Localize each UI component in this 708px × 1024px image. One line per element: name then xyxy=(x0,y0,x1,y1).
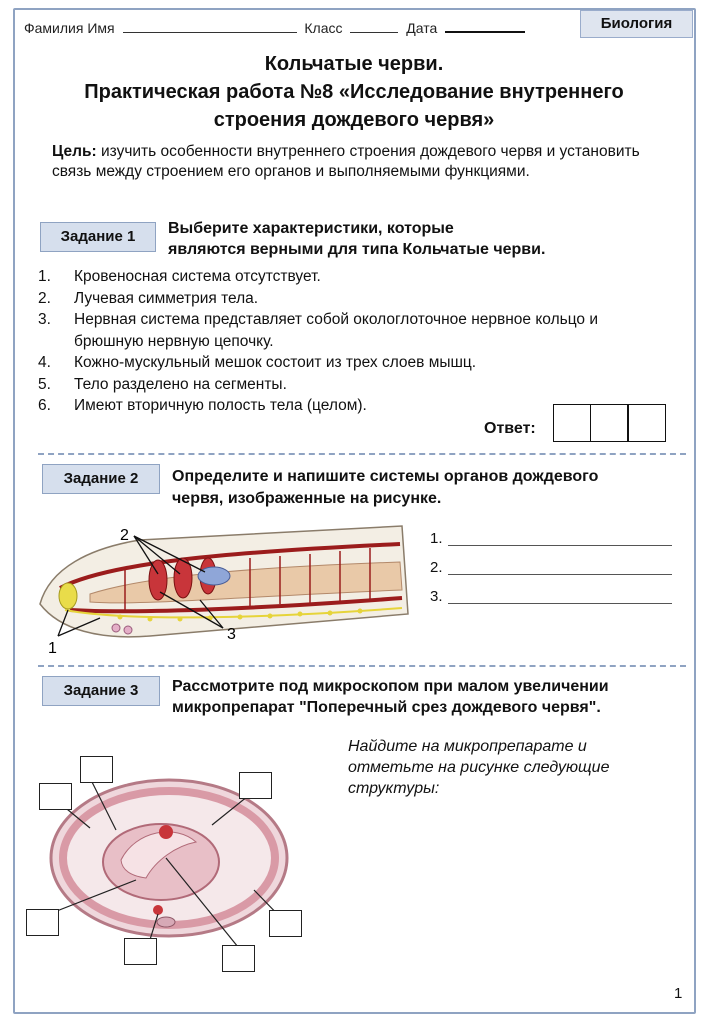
list-item: 2. Лучевая симметрия тела. xyxy=(38,289,259,307)
list-item: 1. Кровеносная система отсутствует. xyxy=(38,268,321,285)
figure-label-2: 2 xyxy=(120,527,129,544)
class-field[interactable] xyxy=(350,20,398,33)
figure-label-1: 1 xyxy=(48,640,57,657)
structure-label-box-5[interactable] xyxy=(124,938,157,965)
figure-label-3: 3 xyxy=(227,626,236,643)
answer-label: Ответ: xyxy=(484,420,536,437)
task1-prompt-line1: Выберите характеристики, которые xyxy=(168,220,454,237)
task2-prompt-line2: червя, изображенные на рисунке. xyxy=(172,490,442,507)
blank-line-3[interactable]: 3. xyxy=(430,588,672,608)
blank-line-1[interactable]: 1. xyxy=(430,530,672,550)
goal-paragraph xyxy=(52,142,652,182)
page-number: 1 xyxy=(674,985,683,1002)
answer-box-3[interactable] xyxy=(628,404,666,442)
task3-prompt-line2: микропрепарат "Поперечный срез дождевого червя". xyxy=(172,699,601,716)
structure-label-box-6[interactable] xyxy=(222,945,255,972)
structure-label-box-1[interactable] xyxy=(80,756,113,783)
page-title-line1: Кольчатые черви. xyxy=(264,53,444,75)
subject-badge: Биология xyxy=(580,10,693,38)
name-field[interactable] xyxy=(123,20,297,33)
date-label: Дата xyxy=(406,20,438,36)
structure-label-box-2[interactable] xyxy=(39,783,72,810)
section-divider xyxy=(38,665,686,667)
blank-line-2[interactable]: 2. xyxy=(430,559,672,579)
list-item: 3. Нервная система представляет собой окологлоточное нервное кольцо и брюшную нервную цепочку. xyxy=(38,311,598,350)
list-item: 5. Тело разделено на сегменты. xyxy=(38,375,287,393)
list-item: 4. Кожно-мускульный мешок состоит из трех слоев мышц. xyxy=(38,354,477,371)
class-label: Класс xyxy=(304,20,343,36)
task3-badge: Задание 3 xyxy=(42,676,160,706)
structure-label-box-3[interactable] xyxy=(239,772,272,799)
list-item: 6. Имеют вторичную полость тела (целом). xyxy=(38,397,367,414)
goal-text: изучить особенности внутреннего строения дождевого червя и установить связь между строением его органов и выполняемыми функциями. xyxy=(52,143,640,180)
answer-box-2[interactable] xyxy=(590,404,628,442)
structure-label-box-4[interactable] xyxy=(26,909,59,936)
task3-prompt-line1: Рассмотрите под микроскопом при малом увеличении xyxy=(172,678,609,695)
structure-label-box-7[interactable] xyxy=(269,910,302,937)
ventral-vessel-section xyxy=(153,905,163,915)
task1-options-list xyxy=(38,266,638,417)
nerve-cord-section xyxy=(157,917,175,927)
answer-box-1[interactable] xyxy=(553,404,591,442)
dorsal-vessel-section xyxy=(159,825,173,839)
date-field[interactable] xyxy=(445,19,525,33)
find-instructions: Найдите на микропрепарате и отметьте на рисунке следующие структуры: xyxy=(348,738,610,797)
name-label: Фамилия Имя xyxy=(24,20,115,36)
blue-organ xyxy=(198,567,230,585)
task2-badge: Задание 2 xyxy=(42,464,160,494)
task2-prompt-line1: Определите и напишите системы органов дождевого xyxy=(172,468,599,485)
task1-badge: Задание 1 xyxy=(40,222,156,252)
page-title-line3: строения дождевого червя» xyxy=(213,109,495,131)
cerebral-ganglion xyxy=(59,583,77,609)
student-header xyxy=(24,19,529,36)
worm-longitudinal-figure xyxy=(30,518,415,658)
task1-prompt-line2: являются верными для типа Кольчатые черви. xyxy=(168,241,546,258)
page-title-line2: Практическая работа №8 «Исследование внутреннего xyxy=(84,81,624,103)
goal-label: Цель: xyxy=(52,143,97,160)
section-divider xyxy=(38,453,686,455)
